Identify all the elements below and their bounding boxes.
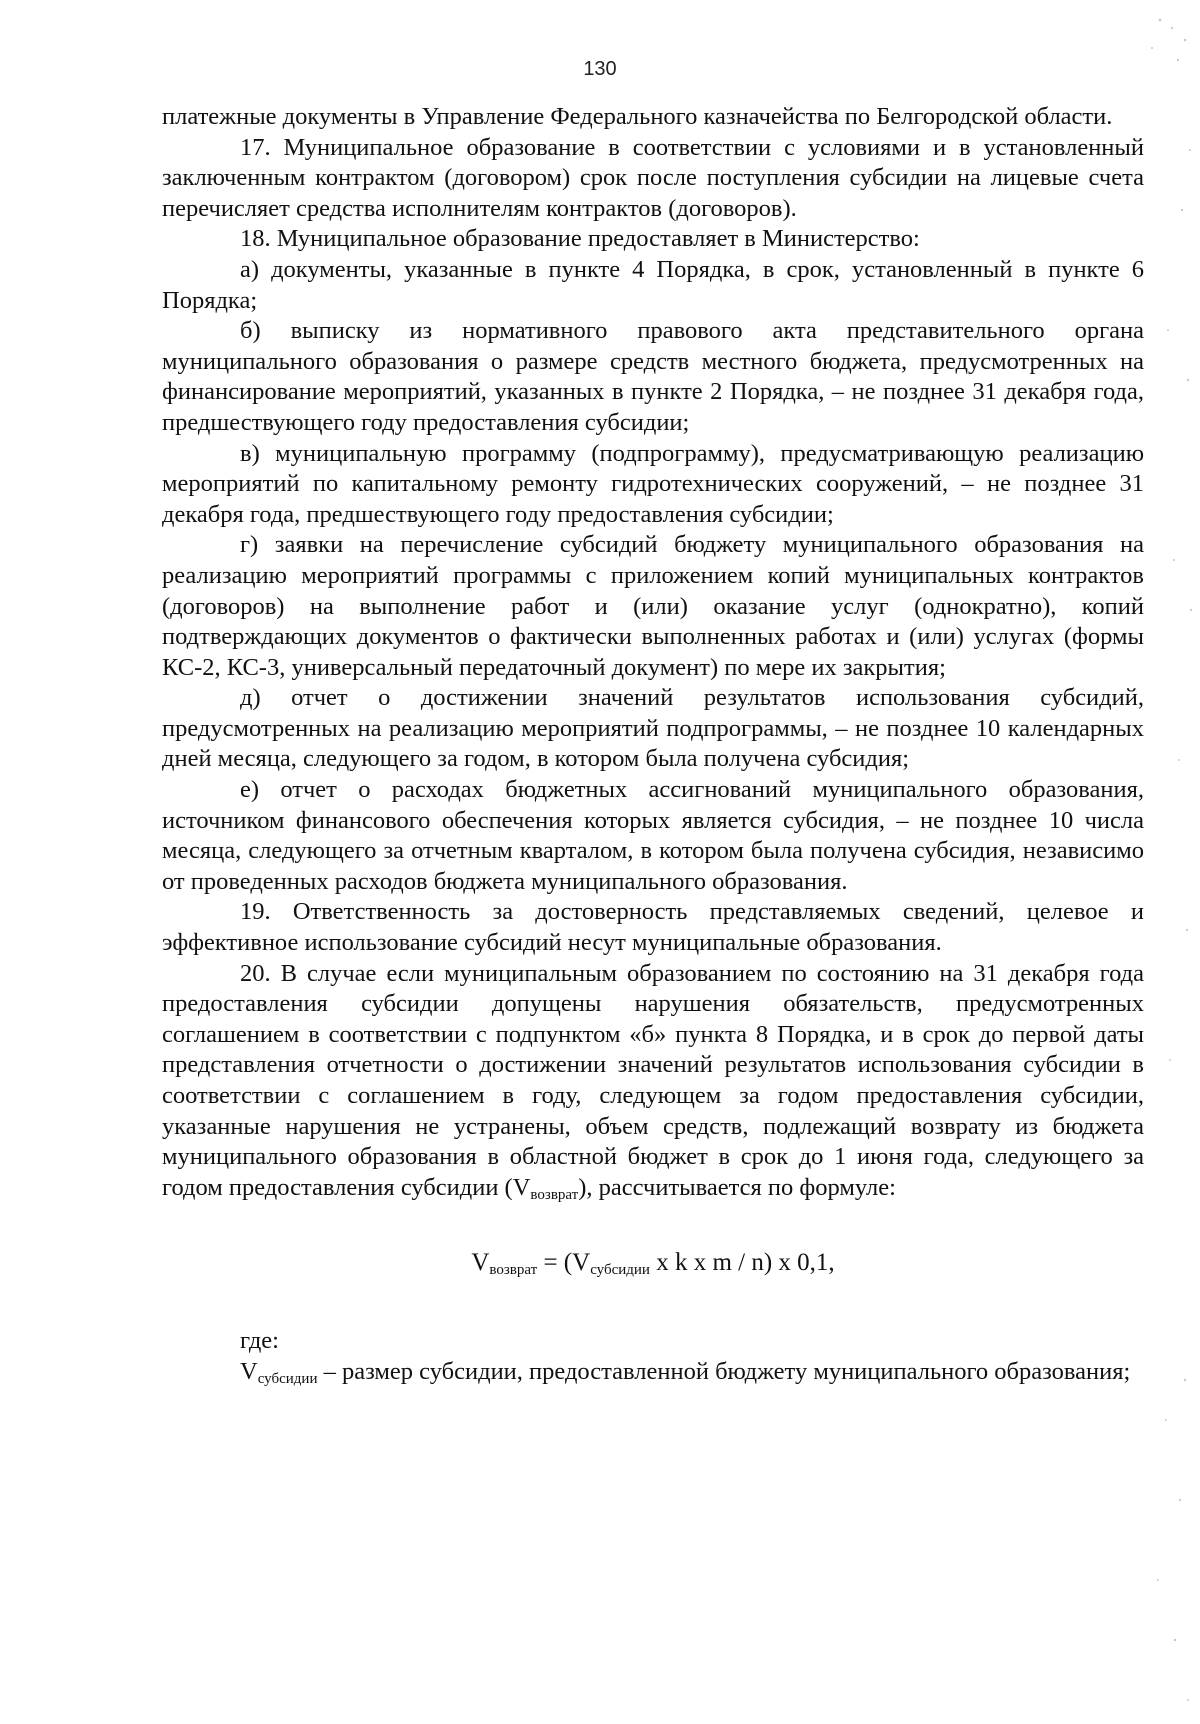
definition-v: V bbox=[240, 1357, 258, 1385]
formula-v: V bbox=[471, 1249, 490, 1277]
paragraph-20 bbox=[162, 959, 1144, 1211]
paragraph-18-b: б) выписку из нормативного правового акта представительного органа муниципального образования о размере средств местного бюджета, предусмотренных на финансирование мероприятий, указанных в пункте 2 Порядка, – не позднее 31 декабря года, предшествующего году предоставления субсидии; bbox=[162, 317, 1144, 436]
paragraph-19: 19. Ответственность за достоверность представляемых сведений, целевое и эффективное использование субсидий несут муниципальные образования. bbox=[162, 898, 1144, 957]
paragraph-18: 18. Муниципальное образование предоставляет в Министерство: bbox=[240, 225, 920, 253]
document-body bbox=[162, 102, 1144, 1394]
paragraph-20-text: 20. В случае если муниципальным образованием по состоянию на 31 декабря года предоставления субсидии допущены нарушения обязательств, предусмотренных соглашением в соответствии с подпунктом «б» пункта 8 Порядка, и в срок до первой даты представления отчетности о достижении значений результатов использования субсидии в соответствии с соглашением в году, следующем за годом предоставления субсидии, указанные нарушения не устранены, объем средств, подлежащий возврату из бюджета муниципального образования в областной бюджет в срок до 1 июня года, следующего за годом предоставления субсидии (V bbox=[162, 959, 1144, 1201]
formula-equals: = (V bbox=[537, 1249, 591, 1277]
paragraph-18-a: а) документы, указанные в пункте 4 Порядка, в срок, установленный в пункте 6 Порядка; bbox=[162, 255, 1144, 314]
definition-v-subsidy bbox=[162, 1357, 1144, 1395]
paragraph-continuation: платежные документы в Управление Федерального казначейства по Белгородской области. bbox=[162, 103, 1113, 130]
paragraph-18-d: д) отчет о достижении значений результатов использования субсидий, предусмотренных на реализацию мероприятий подпрограммы, – не позднее 10 календарных дней месяца, следующего за годом, в котором была получена субсидия; bbox=[162, 684, 1144, 773]
paragraph-20-tail: ), рассчитывается по формуле: bbox=[578, 1173, 896, 1201]
paragraph-18-v: в) муниципальную программу (подпрограмму), предусматривающую реализацию мероприятий по капитальному ремонту гидротехнических сооружений, – не позднее 31 декабря года, предшествующего году предоставления субсидии; bbox=[162, 439, 1144, 528]
formula-subsidy-subscript: субсидии bbox=[590, 1262, 650, 1279]
paragraph-20-subscript: возврат bbox=[530, 1186, 579, 1203]
formula-rest: x k x m / n) x 0,1, bbox=[649, 1249, 835, 1277]
return-formula bbox=[162, 1248, 1144, 1286]
paragraph-17: 17. Муниципальное образование в соответствии с условиями и в установленный заключенным контрактом (договором) срок после поступления субсидии на лицевые счета перечисляет средства исполнителям контрактов (договоров). bbox=[162, 133, 1144, 222]
paragraph-18-e: е) отчет о расходах бюджетных ассигнований муниципального образования, источником финансового обеспечения которых является субсидия, – не позднее 10 числа месяца, следующего за отчетным кварталом, в котором была получена субсидия, независимо от проведенных расходов бюджета муниципального образования. bbox=[162, 776, 1144, 895]
paragraph-18-g: г) заявки на перечисление субсидий бюджету муниципального образования на реализацию мероприятий программы с приложением копий муниципальных контрактов (договоров) на выполнение работ и (или) оказание услуг (однократно), копий подтверждающих документов о фактически выполненных работах и (или) услугах (формы КС-2, КС-3, универсальный передаточный документ) по мере их закрытия; bbox=[162, 531, 1144, 681]
page-number: 130 bbox=[583, 58, 617, 80]
definition-text: – размер субсидии, предоставленной бюджету муниципального образования; bbox=[317, 1357, 1131, 1385]
formula-v-subscript: возврат bbox=[489, 1262, 538, 1279]
where-label: где: bbox=[240, 1326, 279, 1354]
definition-v-subscript: субсидии bbox=[257, 1370, 318, 1387]
